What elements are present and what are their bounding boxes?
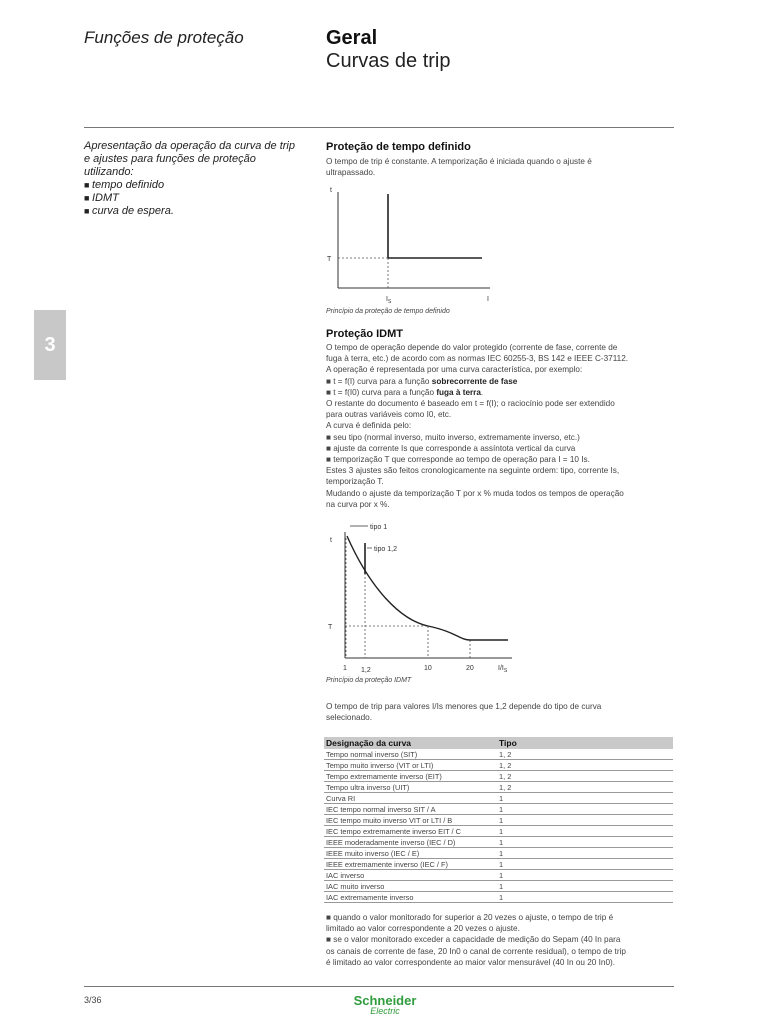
axis-x-label: $I/I_S$ <box>498 665 508 674</box>
curve-designation-cell: IEC tempo muito inverso VIT or LTI / B <box>324 815 497 826</box>
curve-label-2: tipo 1,2 <box>374 546 397 553</box>
bullet-item: ■ t = f(I0) curva para a função fuga à terra. <box>326 387 484 397</box>
curve-type-cell: 1 <box>497 837 673 848</box>
text-line: A operação é representada por uma curva característica, por exemplo: <box>326 365 583 375</box>
curve-designation-cell: IEC tempo normal inverso SIT / A <box>324 804 497 815</box>
brand-logo <box>350 994 420 1016</box>
intro-line: Apresentação da operação da curva de trip <box>84 140 295 152</box>
footer-divider <box>84 986 674 987</box>
intro-line: e ajustes para funções de proteção <box>84 153 256 165</box>
curve-type-cell: 1 <box>497 892 673 903</box>
idmt-heading: Proteção IDMT <box>326 328 404 340</box>
text-line: fuga à terra, etc.) de acordo com as normas IEC 60255-3, BS 142 e IEEE C-37112. <box>326 354 629 364</box>
curve-type-cell: 1, 2 <box>497 782 673 793</box>
text-line: na curva por x %. <box>326 499 390 509</box>
brand-name: Schneider <box>353 993 417 1008</box>
text-line: ultrapassado. <box>326 168 376 178</box>
intro-list <box>84 179 314 218</box>
intro-block <box>84 140 314 218</box>
tick-label: 20 <box>466 665 474 672</box>
tick-label: 1,2 <box>361 667 371 674</box>
table-row <box>324 749 673 760</box>
definite-time-caption: Princípio da proteção de tempo definido <box>326 308 450 315</box>
curve-designation-cell: IAC inverso <box>324 870 497 881</box>
text-line: é limitado ao valor correspondente ao maior valor mensurável (40 In ou 20 In0). <box>326 957 615 967</box>
level-label: T <box>327 256 332 263</box>
bullet-item: ■ ajuste da corrente Is que corresponde a assíntota vertical da curva <box>326 443 576 453</box>
table-row <box>324 837 673 848</box>
intro-line: utilizando: <box>84 166 134 178</box>
curve-type-cell: 1 <box>497 815 673 826</box>
curve-designation-cell: Tempo extremamente inverso (EIT) <box>324 771 497 782</box>
definite-time-chart <box>320 182 500 308</box>
table-row <box>324 793 673 804</box>
curve-types-table <box>324 737 673 903</box>
text-line: O tempo de trip para valores I/Is menores que 1,2 depende do tipo de curva <box>326 702 602 711</box>
curve-designation-cell: Tempo muito inverso (VIT or LTI) <box>324 760 497 771</box>
intro-item: ■ IDMT <box>84 192 314 205</box>
curve-designation-cell: Tempo ultra inverso (UIT) <box>324 782 497 793</box>
table-row <box>324 771 673 782</box>
tick-label: 10 <box>424 665 432 672</box>
bullet-item: ■ temporização T que corresponde ao tempo de operação para I = 10 Is. <box>326 455 590 465</box>
chapter-number: 3 <box>44 333 56 356</box>
curve-designation-cell: Tempo normal inverso (SIT) <box>324 749 497 760</box>
bullet-item: ■ t = f(I) curva para a função sobrecorrente de fase <box>326 376 518 386</box>
curve-type-cell: 1 <box>497 870 673 881</box>
curve-type-cell: 1, 2 <box>497 749 673 760</box>
text-line: A curva é definida pelo: <box>326 421 412 431</box>
table-row <box>324 892 673 903</box>
intro-item: ■ curva de espera. <box>84 205 314 218</box>
idmt-curve <box>347 536 508 640</box>
curve-designation-cell: IAC muito inverso <box>324 881 497 892</box>
text-line: ■ se o valor monitorado exceder a capacidade de medição do Sepam (40 In para <box>326 935 621 945</box>
text-line: Estes 3 ajustes são feitos cronologicamente na seguinte ordem: tipo, corrente Is, <box>326 466 620 476</box>
text-line: O tempo de trip é constante. A temporização é iniciada quando o ajuste é <box>326 157 592 166</box>
table-row <box>324 870 673 881</box>
curve-designation-cell: Curva RI <box>324 793 497 804</box>
brand-subname: Electric <box>370 1006 400 1016</box>
curve-type-cell: 1, 2 <box>497 771 673 782</box>
curve-designation-cell: IAC extremamente inverso <box>324 892 497 903</box>
text-line: selecionado. <box>326 713 372 723</box>
tick-label: 1 <box>343 665 347 672</box>
curve-type-cell: 1, 2 <box>497 760 673 771</box>
intro-item: ■ tempo definido <box>84 179 314 192</box>
threshold-label: $I_S$ <box>386 296 392 305</box>
bullet-item: ■ seu tipo (normal inverso, muito inverso, extremamente inverso, etc.) <box>326 432 580 442</box>
text-line: Mudando o ajuste da temporização T por x % muda todos os tempos de operação <box>326 488 624 498</box>
table-row <box>324 782 673 793</box>
text-line: O restante do documento é baseado em t = f(I); o raciocínio pode ser extendido <box>326 399 615 409</box>
axis-y-label: t <box>330 187 332 194</box>
column-header: Designação da curva <box>324 737 497 749</box>
table-header-row <box>324 737 673 749</box>
table-row <box>324 881 673 892</box>
idmt-note <box>326 701 676 723</box>
page-number: 3/36 <box>84 995 102 1005</box>
text-line: os canais de corrente de fase, 20 In0 o canal de corrente residual), o tempo de trip <box>326 946 626 956</box>
table-row <box>324 815 673 826</box>
page-title: Geral <box>326 27 378 49</box>
table-row <box>324 804 673 815</box>
curve-type-cell: 1 <box>497 848 673 859</box>
chapter-tab <box>34 310 66 380</box>
table-row <box>324 826 673 837</box>
curve-type-cell: 1 <box>497 826 673 837</box>
limits-notes <box>326 912 676 968</box>
definite-time-heading: Proteção de tempo definido <box>326 141 471 153</box>
text-line: temporização T. <box>326 477 384 487</box>
axis-y-label: t <box>330 537 332 544</box>
text-line: ■ quando o valor monitorado for superior a 20 vezes o ajuste, o tempo de trip é <box>326 913 614 922</box>
header-divider <box>84 127 674 128</box>
curve-designation-cell: IEEE extremamente inverso (IEC / F) <box>324 859 497 870</box>
page-subtitle: Curvas de trip <box>326 50 451 72</box>
text-line: O tempo de operação depende do valor protegido (corrente de fase, corrente de <box>326 343 618 352</box>
idmt-chart <box>320 518 530 678</box>
curve-designation-cell: IEEE muito inverso (IEC / E) <box>324 848 497 859</box>
curve-designation-cell: IEC tempo extremamente inverso EIT / C <box>324 826 497 837</box>
level-label: T <box>328 624 333 631</box>
curve-label-1: tipo 1 <box>370 524 388 531</box>
curve-type-cell: 1 <box>497 804 673 815</box>
curve-type-cell: 1 <box>497 859 673 870</box>
text-line: para outras variáveis como I0, etc. <box>326 410 452 420</box>
table-row <box>324 859 673 870</box>
axis-x-label: I <box>487 296 489 303</box>
text-line: limitado ao valor correspondente a 20 vezes o ajuste. <box>326 924 520 934</box>
curve-type-cell: 1 <box>497 881 673 892</box>
curve-type-cell: 1 <box>497 793 673 804</box>
idmt-caption: Princípio da proteção IDMT <box>326 677 412 684</box>
curve-designation-cell: IEEE moderadamente inverso (IEC / D) <box>324 837 497 848</box>
definite-time-text <box>326 156 676 178</box>
idmt-text <box>326 342 676 510</box>
table-row <box>324 848 673 859</box>
column-header: Tipo <box>497 737 673 749</box>
table-row <box>324 760 673 771</box>
section-title: Funções de proteção <box>84 28 244 47</box>
